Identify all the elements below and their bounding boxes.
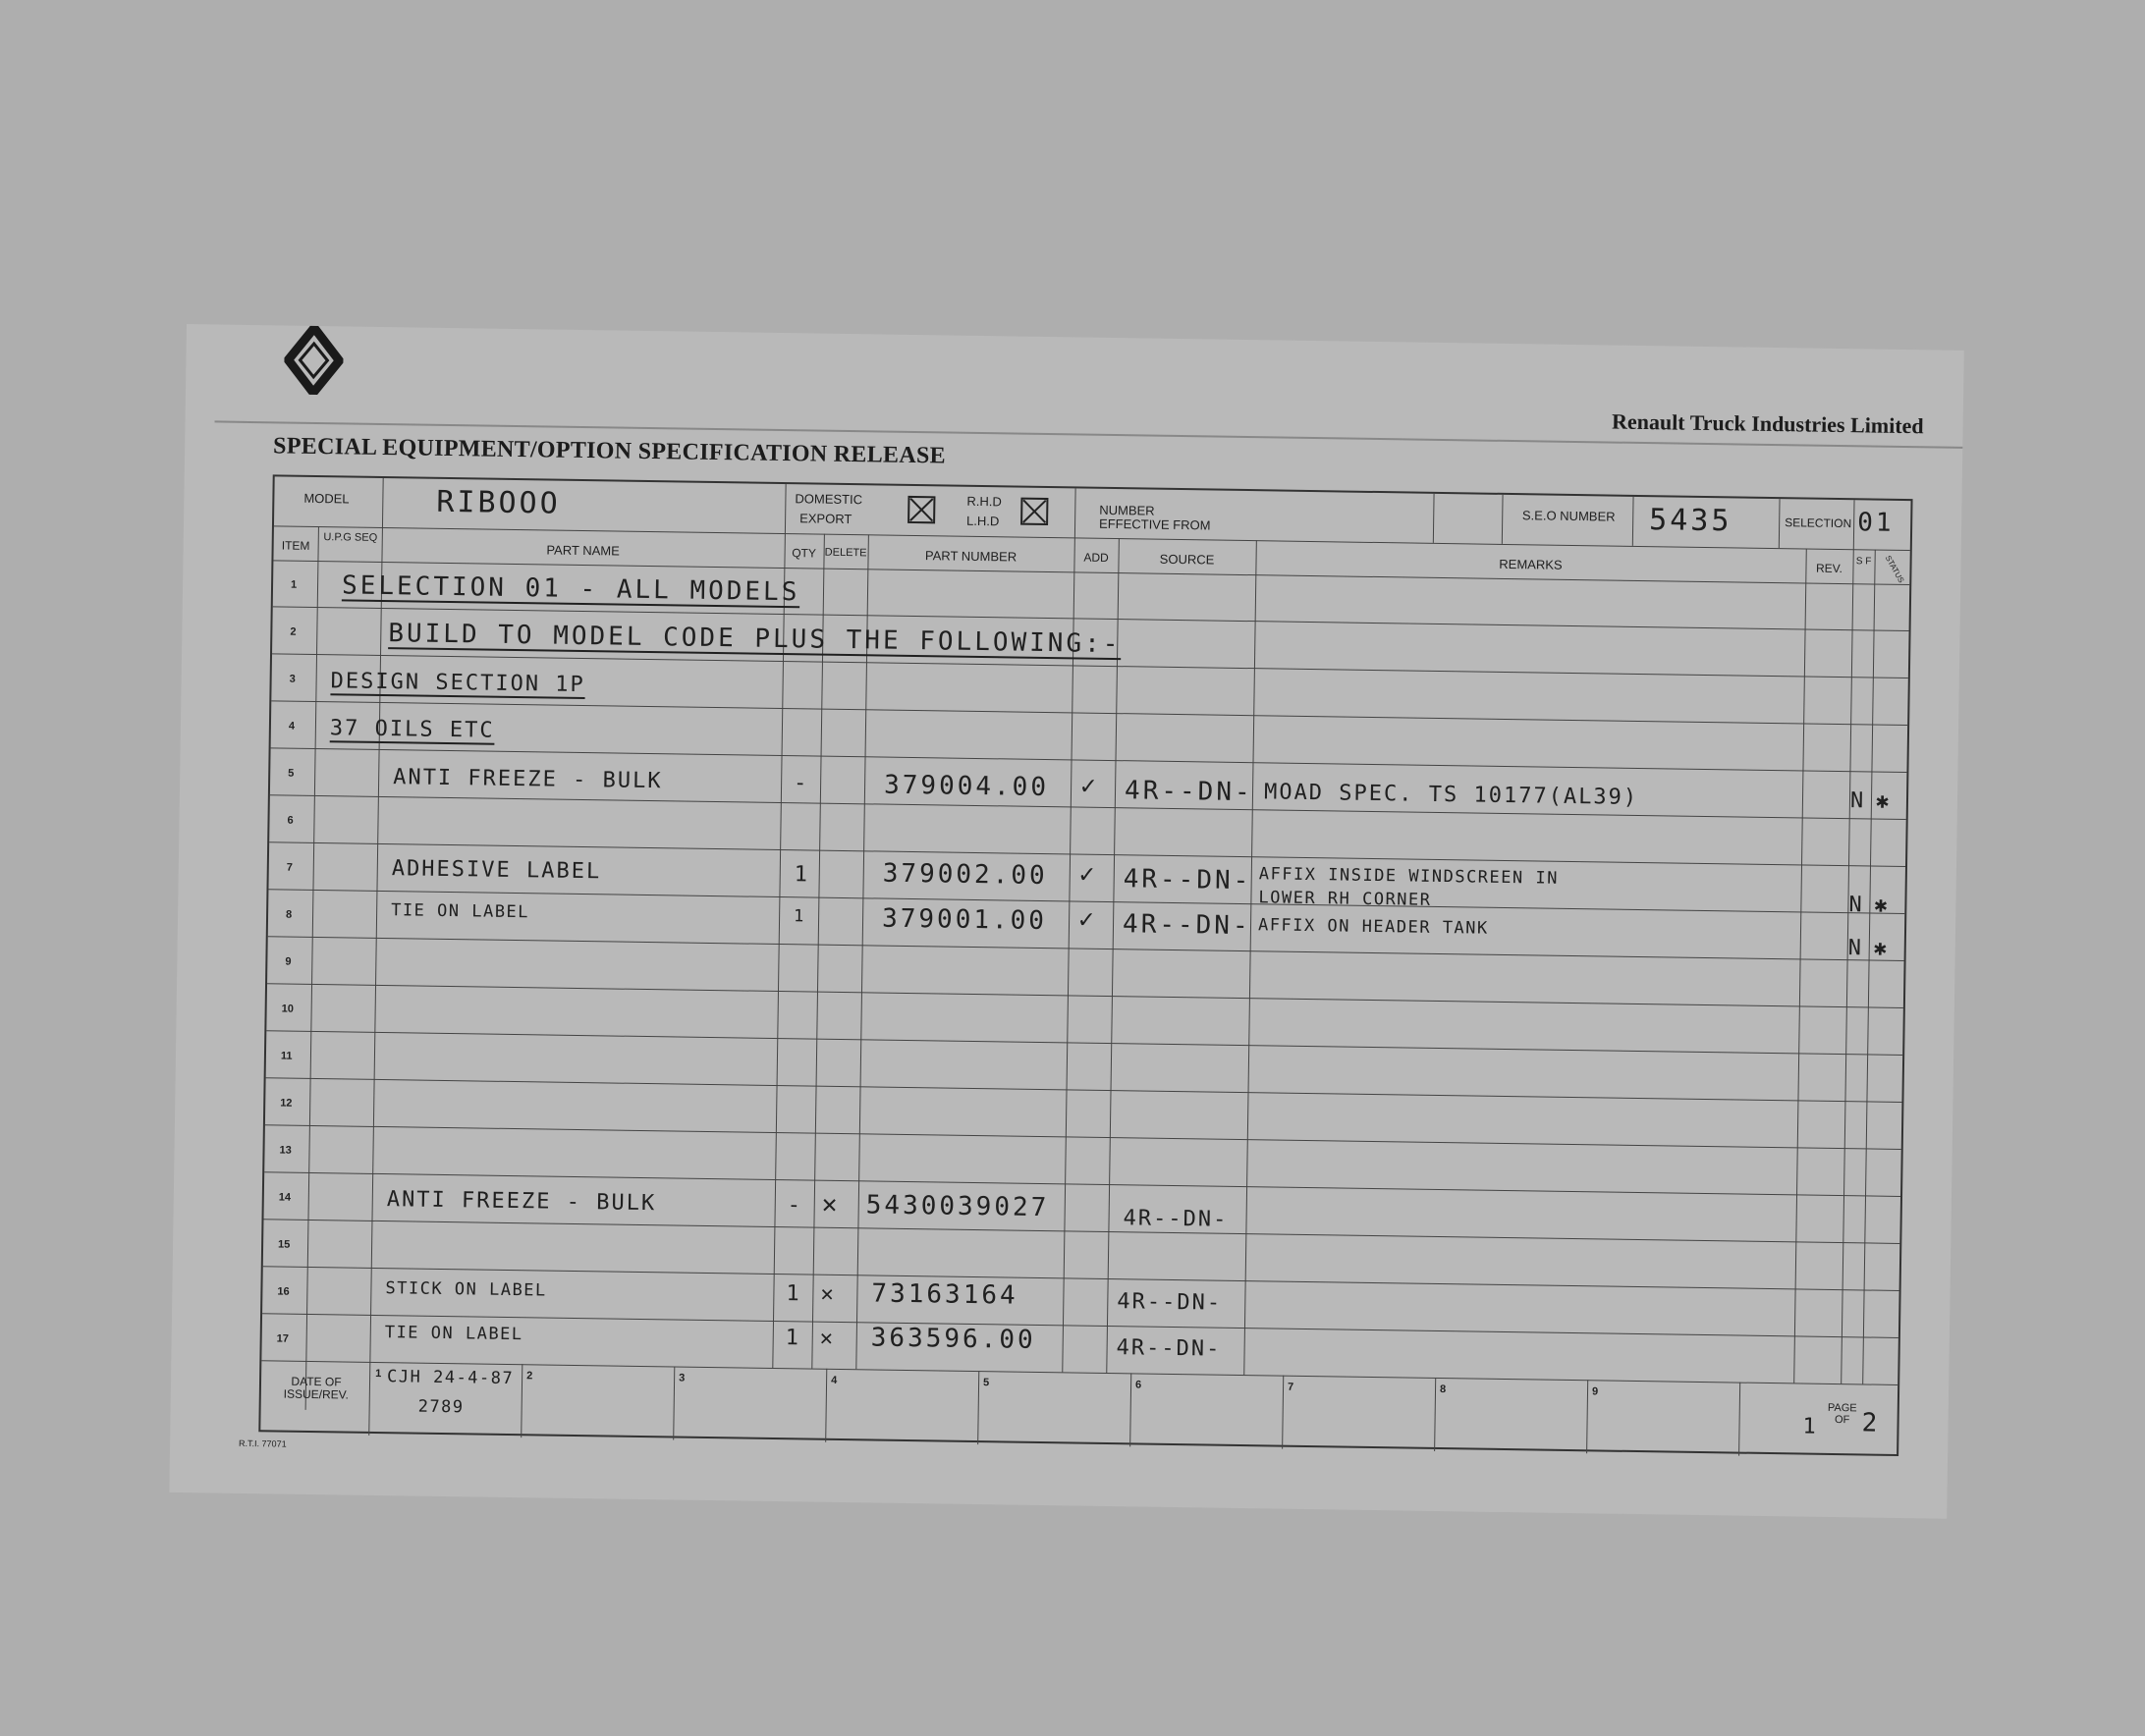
row7-part-name: ADHESIVE LABEL <box>391 856 602 885</box>
row5-part-number: 379004.00 <box>883 770 1050 803</box>
row-number: 2 <box>290 625 297 638</box>
spec-table <box>258 474 1912 1456</box>
row-number: 11 <box>280 1050 293 1062</box>
row14-part-name: ANTI FREEZE - BULK <box>386 1187 657 1217</box>
row8-source: 4R--DN- <box>1122 909 1251 942</box>
form-title: SPECIAL EQUIPMENT/OPTION SPECIFICATION RELEASE <box>272 433 947 469</box>
col-remarks: REMARKS <box>1499 556 1563 572</box>
row7-source: 4R--DN- <box>1123 864 1252 896</box>
page-number: 1 <box>1802 1414 1818 1439</box>
row16-source: 4R--DN- <box>1117 1289 1223 1316</box>
col-qty: QTY <box>792 546 817 561</box>
row17-part-number: 363596.00 <box>870 1323 1036 1355</box>
col-add: ADD <box>1083 550 1109 565</box>
entry-line-1: SELECTION 01 - ALL MODELS <box>341 570 800 608</box>
row14-delete-mark: ✕ <box>821 1189 841 1220</box>
row8-add-tick: ✓ <box>1077 904 1097 935</box>
row9-sf: N <box>1847 936 1864 961</box>
row-number: 16 <box>277 1285 290 1298</box>
effective-from-label: NUMBER EFFECTIVE FROM <box>1098 502 1211 533</box>
row8-sf: N <box>1848 893 1864 918</box>
row-number: 5 <box>288 767 295 780</box>
seo-number-value: 5435 <box>1648 503 1732 539</box>
row-number: 13 <box>279 1144 292 1157</box>
row8-remarks-1: LOWER RH CORNER <box>1258 888 1432 910</box>
row-number: 6 <box>287 814 294 827</box>
footer-cell-number: 9 <box>1591 1385 1599 1398</box>
row-number: 10 <box>281 1003 295 1015</box>
row7-part-number: 379002.00 <box>882 858 1048 892</box>
col-part-name: PART NAME <box>546 542 620 559</box>
row6-sf: N <box>1849 788 1866 814</box>
col-item: ITEM <box>281 538 310 553</box>
specification-form <box>169 324 1963 1519</box>
page-of-label: PAGE OF <box>1827 1401 1857 1426</box>
date-of-issue-label: DATE OF ISSUE/REV. <box>283 1374 350 1402</box>
rhd-lhd-checkbox[interactable] <box>1020 498 1048 525</box>
row14-source: 4R--DN- <box>1123 1206 1229 1232</box>
row16-part-number: 73163164 <box>871 1278 1018 1311</box>
row-number: 4 <box>288 720 296 732</box>
col-rev: REV. <box>1815 561 1843 576</box>
footer-cell-number: 1 <box>375 1367 382 1381</box>
row14-part-number: 5430039027 <box>865 1190 1050 1223</box>
page-total: 2 <box>1861 1408 1881 1438</box>
row6-status: ✱ <box>1875 788 1892 814</box>
row17-delete-mark: ✕ <box>819 1326 836 1351</box>
domestic-label: DOMESTIC <box>795 491 863 508</box>
row8-part-number: 379001.00 <box>881 903 1048 937</box>
entry-line-4: 37 OILS ETC <box>329 716 495 743</box>
row7-qty: 1 <box>794 862 810 888</box>
col-sf: S F <box>1855 556 1872 568</box>
footer-cell-number: 5 <box>983 1377 990 1389</box>
row-number: 14 <box>278 1191 292 1204</box>
entry-line-3: DESIGN SECTION 1P <box>330 669 585 698</box>
footer-cell-number: 3 <box>679 1372 686 1384</box>
row16-qty: 1 <box>786 1281 801 1307</box>
row-number: 17 <box>276 1332 290 1345</box>
row5-qty: - <box>793 771 809 796</box>
entry-line-2: BUILD TO MODEL CODE PLUS THE FOLLOWING:- <box>388 619 1122 660</box>
row8-part-name: TIE ON LABEL <box>391 900 530 923</box>
issue-1-number: 2789 <box>417 1396 465 1418</box>
row-number: 12 <box>280 1097 293 1110</box>
export-label: EXPORT <box>799 511 852 527</box>
row16-delete-mark: ✕ <box>820 1281 836 1307</box>
lhd-label: L.H.D <box>966 513 1000 529</box>
row7-remarks: AFFIX INSIDE WINDSCREEN IN <box>1258 864 1560 889</box>
footer-cell-number: 7 <box>1287 1381 1294 1393</box>
form-code: R.T.I. 77071 <box>239 1438 287 1449</box>
company-name: Renault Truck Industries Limited <box>1611 408 1924 439</box>
row17-source: 4R--DN- <box>1116 1335 1222 1362</box>
row7-add-tick: ✓ <box>1078 859 1098 890</box>
footer-cell-number: 4 <box>831 1374 838 1386</box>
model-value: RIBOOO <box>436 484 561 521</box>
footer-cell-number: 6 <box>1134 1379 1142 1391</box>
issue-1-signature: CJH 24-4-87 <box>386 1367 515 1389</box>
row-number: 7 <box>286 861 294 874</box>
row16-part-name: STICK ON LABEL <box>385 1278 547 1301</box>
row-number: 1 <box>290 578 298 591</box>
row8-remarks-2: AFFIX ON HEADER TANK <box>1257 915 1489 939</box>
col-part-number: PART NUMBER <box>924 548 1018 565</box>
footer-cell-number: 8 <box>1439 1383 1447 1396</box>
row5-source: 4R--DN- <box>1124 776 1253 808</box>
rhd-label: R.H.D <box>966 493 1002 510</box>
col-source: SOURCE <box>1159 551 1215 568</box>
row14-qty: - <box>787 1193 803 1219</box>
renault-diamond-logo <box>284 325 344 395</box>
row5-add-tick: ✓ <box>1079 771 1099 801</box>
selection-label: SELECTION <box>1785 515 1852 531</box>
row-number: 8 <box>285 908 293 921</box>
col-upg-seq: U.P.G SEQ <box>323 531 378 544</box>
selection-value: 01 <box>1856 508 1895 538</box>
col-delete: DELETE <box>824 546 867 560</box>
row-number: 9 <box>285 955 292 968</box>
row17-qty: 1 <box>785 1326 801 1351</box>
seo-number-label: S.E.O NUMBER <box>1521 508 1616 524</box>
footer-cell-number: 2 <box>526 1370 533 1383</box>
row8-qty: 1 <box>793 906 806 927</box>
row17-part-name: TIE ON LABEL <box>384 1323 523 1345</box>
row-number: 3 <box>289 673 296 685</box>
row-number: 15 <box>278 1238 291 1251</box>
row8-status: ✱ <box>1874 893 1890 918</box>
domestic-export-checkbox[interactable] <box>908 496 935 523</box>
col-status: STATUS <box>1883 554 1906 585</box>
row9-status: ✱ <box>1873 936 1890 961</box>
model-label: MODEL <box>303 490 350 507</box>
row5-part-name: ANTI FREEZE - BULK <box>392 765 663 794</box>
row6-remarks: MOAD SPEC. TS 10177(AL39) <box>1263 780 1639 810</box>
